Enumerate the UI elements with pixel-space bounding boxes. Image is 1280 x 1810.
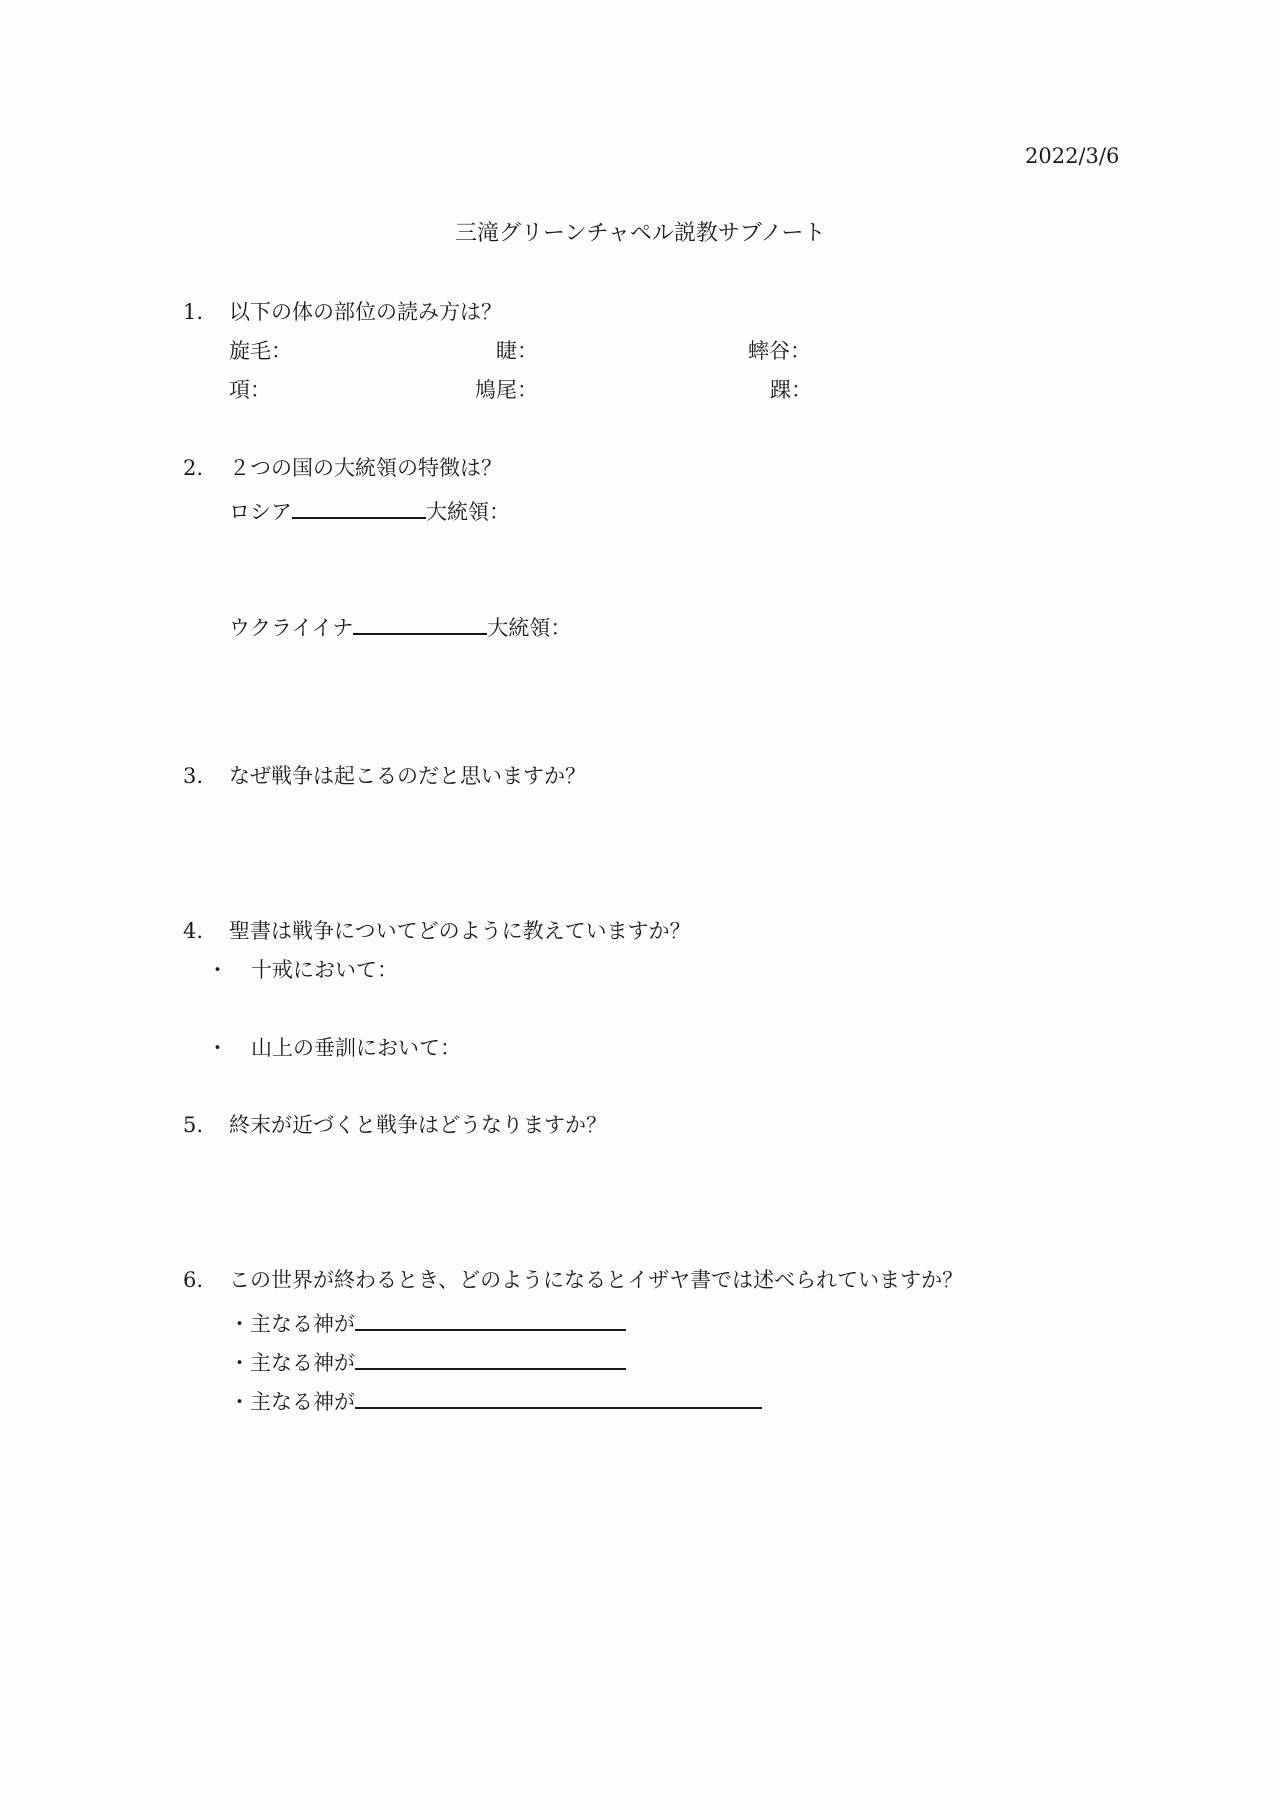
item-label: ・主なる神が <box>229 1390 355 1414</box>
question-number: 3. <box>183 764 204 788</box>
question-text: ２つの国の大統領の特徴は？ <box>229 456 502 480</box>
question-text: 以下の体の部位の読み方は？ <box>229 300 502 324</box>
bullet-item: 山上の垂訓において： <box>251 1036 461 1060</box>
russia-president-line <box>229 497 510 523</box>
isaiah-item <box>229 1348 626 1374</box>
body-part-item: 踝： <box>770 378 812 402</box>
line-prefix: ウクライイナ <box>229 616 354 640</box>
question-number: 2. <box>183 456 204 480</box>
line-suffix: 大統領： <box>426 500 510 524</box>
bullet-item: 十戒において： <box>251 958 398 982</box>
answer-blank[interactable] <box>353 613 487 635</box>
answer-blank[interactable] <box>355 1387 762 1409</box>
item-label: ・主なる神が <box>229 1312 355 1336</box>
item-label: ・主なる神が <box>229 1351 355 1375</box>
question-number: 5. <box>183 1113 204 1137</box>
question-text: 終末が近づくと戦争はどうなりますか？ <box>229 1113 607 1137</box>
body-part-item: 睫： <box>496 339 538 363</box>
bullet-icon: ・ <box>207 958 228 982</box>
body-part-item: 旋毛： <box>229 339 292 363</box>
answer-blank[interactable] <box>292 497 426 519</box>
ukraine-president-line <box>229 613 571 639</box>
line-prefix: ロシア <box>229 500 292 524</box>
question-text: なぜ戦争は起こるのだと思いますか？ <box>229 764 586 788</box>
body-part-item: 鳩尾： <box>475 378 538 402</box>
isaiah-item <box>229 1309 626 1335</box>
date: 2022/3/6 <box>1025 144 1120 168</box>
question-number: 6. <box>183 1268 204 1292</box>
question-number: 1. <box>183 300 204 324</box>
bullet-icon: ・ <box>207 1036 228 1060</box>
line-suffix: 大統領： <box>487 616 572 640</box>
answer-blank[interactable] <box>355 1348 626 1370</box>
isaiah-item <box>229 1387 762 1413</box>
body-part-item: 項： <box>229 378 271 402</box>
question-text: 聖書は戦争についてどのように教えていますか？ <box>229 919 691 943</box>
question-number: 4. <box>183 919 204 943</box>
page-title: 三滝グリーンチャペル説教サブノート <box>455 221 826 246</box>
body-part-item: 蟀谷： <box>748 339 811 363</box>
question-text: この世界が終わるとき、どのようになるとイザヤ書では述べられていますか？ <box>229 1268 964 1292</box>
answer-blank[interactable] <box>355 1309 626 1331</box>
